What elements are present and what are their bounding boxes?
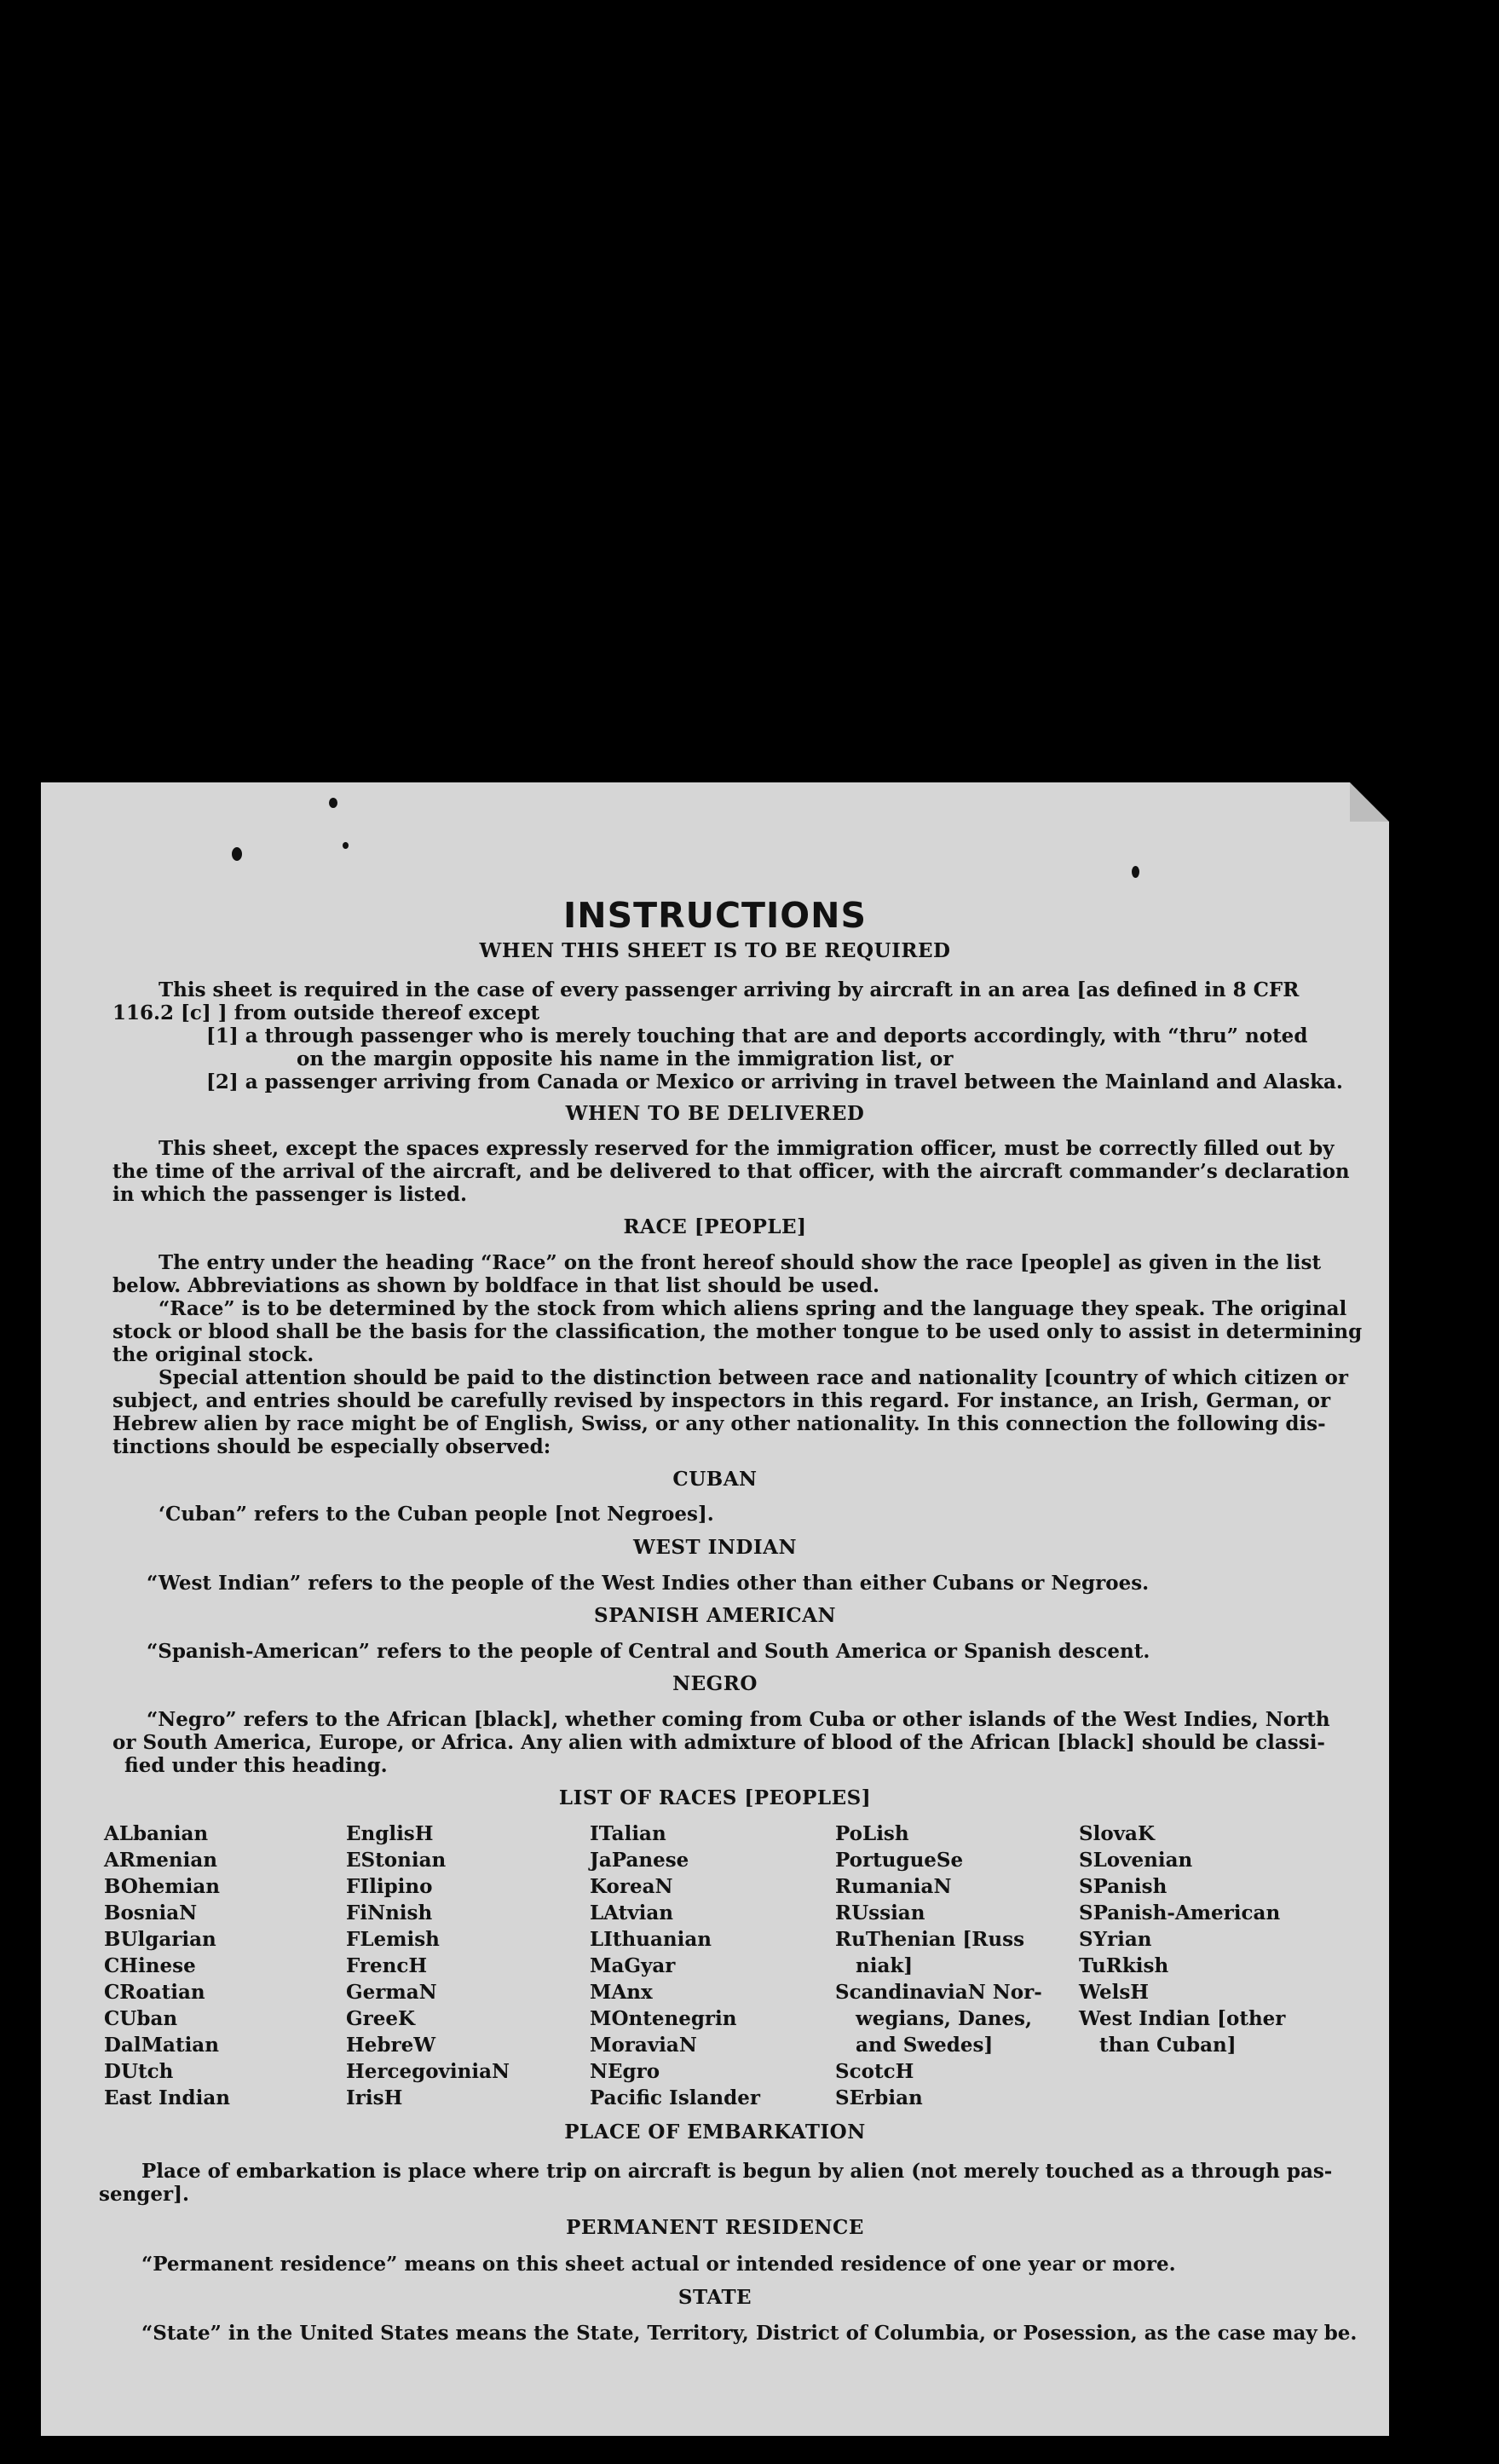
race-entry: WelsH <box>1079 1981 1150 2004</box>
paragraph-line: in which the passenger is listed. <box>112 1183 467 1206</box>
paragraph-line: This sheet is required in the case of every passenger arriving by aircraft in an area [as defined in 8 CFR <box>159 978 1300 1001</box>
race-entry: KoreaN <box>590 1875 673 1898</box>
paragraph-line: [1] a through passenger who is merely touching that are and deports accordingly, with “thru” noted <box>206 1024 1308 1047</box>
paragraph-line: [2] a passenger arriving from Canada or Mexico or arriving in travel between the Mainland and Alaska. <box>206 1070 1343 1094</box>
race-entry: CUban <box>104 2007 178 2030</box>
race-entry: GreeK <box>346 2007 416 2030</box>
folded-corner <box>1350 782 1389 822</box>
paragraph-line: or South America, Europe, or Africa. Any alien with admixture of blood of the African [black] should be classi- <box>112 1731 1325 1754</box>
paragraph-line: ‘Cuban” refers to the Cuban people [not Negroes]. <box>159 1503 714 1526</box>
instruction-sheet <box>41 782 1389 2436</box>
race-entry: BOhemian <box>104 1875 220 1898</box>
section-heading-negro: NEGRO <box>672 1672 758 1695</box>
race-entry: FIlipino <box>346 1875 433 1898</box>
race-entry: ALbanian <box>104 1822 209 1845</box>
race-entry: SLovenian <box>1079 1849 1193 1872</box>
race-entry: SErbian <box>835 2086 923 2109</box>
scan-speck <box>343 842 349 849</box>
paragraph-line: The entry under the heading “Race” on the front hereof should show the race [people] as given in the list <box>159 1251 1322 1274</box>
section-heading-race: RACE [PEOPLE] <box>623 1215 807 1238</box>
race-entry: CRoatian <box>104 1981 205 2004</box>
paragraph-line: tinctions should be especially observed: <box>112 1435 551 1458</box>
race-entry: LAtvian <box>590 1901 673 1924</box>
paragraph-line: the time of the arrival of the aircraft, and be delivered to that officer, with the aircraft commander’s declaration <box>112 1160 1350 1183</box>
race-entry: EStonian <box>346 1849 447 1872</box>
race-entry: DUtch <box>104 2060 174 2083</box>
page-title: INSTRUCTIONS <box>563 895 867 936</box>
race-entry: West Indian [other <box>1079 2007 1286 2030</box>
race-entry: BUlgarian <box>104 1928 216 1951</box>
race-entry: PoLish <box>835 1822 909 1845</box>
race-entry: ITalian <box>590 1822 666 1845</box>
scan-speck <box>232 847 242 861</box>
race-entry: SlovaK <box>1079 1822 1155 1845</box>
scan-speck <box>329 798 337 808</box>
race-entry: ScandinaviaN Nor- <box>835 1981 1042 2004</box>
race-entry: PortugueSe <box>835 1849 964 1872</box>
paragraph-line: 116.2 [c] ] from outside thereof except <box>112 1001 540 1024</box>
section-heading-cuban: CUBAN <box>672 1468 758 1491</box>
race-entry: MAnx <box>590 1981 653 2004</box>
race-entry: HebreW <box>346 2034 436 2057</box>
paragraph-line: “West Indian” refers to the people of the West Indies other than either Cubans or Negroes. <box>147 1572 1150 1595</box>
race-entry: MaGyar <box>590 1954 676 1977</box>
race-entry: ScotcH <box>835 2060 914 2083</box>
race-entry: FrencH <box>346 1954 428 1977</box>
section-heading-west-indian: WEST INDIAN <box>633 1536 797 1559</box>
paragraph-line: “State” in the United States means the State, Territory, District of Columbia, or Posession, as the case may be. <box>141 2322 1358 2345</box>
paragraph-line: “Spanish-American” refers to the people of Central and South America or Spanish descent. <box>147 1640 1150 1663</box>
paragraph-line: subject, and entries should be carefully revised by inspectors in this regard. For instance, an Irish, German, or <box>112 1389 1331 1412</box>
race-entry: DalMatian <box>104 2034 219 2057</box>
race-entry: HercegoviniaN <box>346 2060 510 2083</box>
race-entry: IrisH <box>346 2086 403 2109</box>
race-entry: SYrian <box>1079 1928 1152 1951</box>
race-entry: ARmenian <box>104 1849 218 1872</box>
race-entry: NEgro <box>590 2060 660 2083</box>
race-entry: SPanish-American <box>1079 1901 1281 1924</box>
section-heading-delivered: WHEN TO BE DELIVERED <box>565 1102 865 1125</box>
race-entry: RuThenian [Russ <box>835 1928 1025 1951</box>
section-heading-residence: PERMANENT RESIDENCE <box>566 2216 864 2239</box>
section-heading-spanish-american: SPANISH AMERICAN <box>593 1604 837 1627</box>
race-entry: and Swedes] <box>856 2034 994 2057</box>
race-entry: JaPanese <box>590 1849 689 1872</box>
race-entry: TuRkish <box>1079 1954 1169 1977</box>
race-entry: FiNnish <box>346 1901 433 1924</box>
paragraph-line: “Permanent residence” means on this sheet actual or intended residence of one year or more. <box>141 2253 1176 2276</box>
section-heading-embarkation: PLACE OF EMBARKATION <box>564 2121 866 2144</box>
paragraph-line: stock or blood shall be the basis for the classification, the mother tongue to be used only to assist in determining <box>112 1320 1363 1343</box>
race-entry: RUssian <box>835 1901 925 1924</box>
paragraph-line: fied under this heading. <box>124 1754 388 1777</box>
race-entry: GermaN <box>346 1981 437 2004</box>
paragraph-line: “Negro” refers to the African [black], whether coming from Cuba or other islands of the West Indies, North <box>147 1708 1330 1731</box>
section-heading-state: STATE <box>677 2286 752 2309</box>
section-heading-required: WHEN THIS SHEET IS TO BE REQUIRED <box>479 939 951 962</box>
race-entry: than Cuban] <box>1099 2034 1237 2057</box>
race-entry: BosniaN <box>104 1901 198 1924</box>
section-heading-races-list: LIST OF RACES [PEOPLES] <box>558 1786 872 1809</box>
paragraph-line: Hebrew alien by race might be of English, Swiss, or any other nationality. In this connection the following dis- <box>112 1412 1326 1435</box>
paragraph-line: This sheet, except the spaces expressly reserved for the immigration officer, must be correctly filled out by <box>159 1137 1335 1160</box>
race-entry: niak] <box>856 1954 914 1977</box>
scan-speck <box>1132 866 1139 878</box>
race-entry: wegians, Danes, <box>856 2007 1032 2030</box>
race-entry: Pacific Islander <box>590 2086 760 2109</box>
race-entry: MoraviaN <box>590 2034 697 2057</box>
race-entry: RumaniaN <box>835 1875 952 1898</box>
race-entry: SPanish <box>1079 1875 1167 1898</box>
paragraph-line: “Race” is to be determined by the stock from which aliens spring and the language they speak. The original <box>159 1297 1347 1320</box>
race-entry: East Indian <box>104 2086 230 2109</box>
paragraph-line: the original stock. <box>112 1343 314 1366</box>
paragraph-line: on the margin opposite his name in the immigration list, or <box>297 1047 954 1070</box>
paragraph-line: Special attention should be paid to the distinction between race and nationality [country of which citizen or <box>159 1366 1348 1389</box>
race-entry: CHinese <box>104 1954 196 1977</box>
race-entry: EnglisH <box>346 1822 434 1845</box>
race-entry: MOntenegrin <box>590 2007 737 2030</box>
paragraph-line: below. Abbreviations as shown by boldface in that list should be used. <box>112 1274 880 1297</box>
race-entry: LIthuanian <box>590 1928 712 1951</box>
paragraph-line: senger]. <box>99 2183 190 2206</box>
paragraph-line: Place of embarkation is place where trip on aircraft is begun by alien (not merely touched as a through pas- <box>141 2160 1333 2183</box>
race-entry: FLemish <box>346 1928 440 1951</box>
